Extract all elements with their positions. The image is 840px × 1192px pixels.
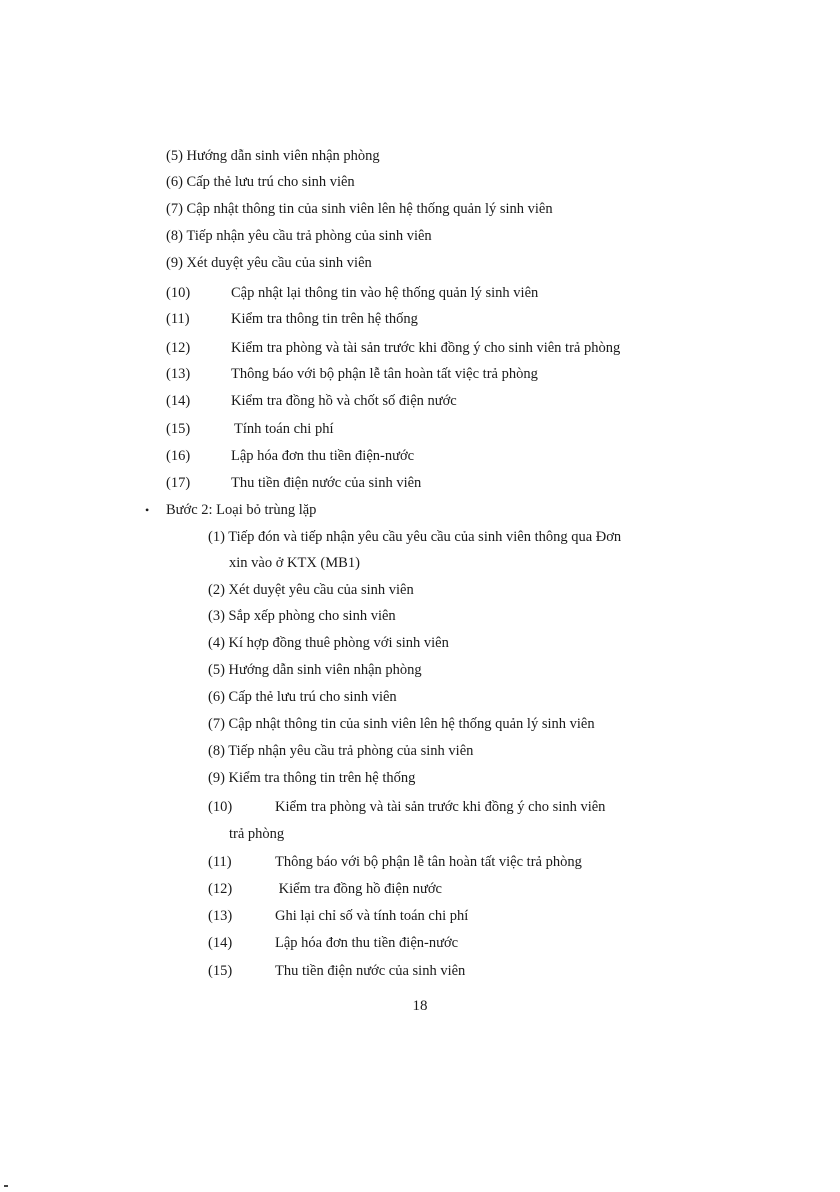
item-text: Tính toán chi phí (234, 421, 334, 437)
item-number: (15) (208, 963, 233, 979)
item-text: Kiểm tra thông tin trên hệ thống (231, 311, 418, 327)
item-text: Kiểm tra đồng hồ điện nước (275, 881, 442, 897)
item-text: Kiểm tra phòng và tài sản trước khi đồng ý cho sinh viên (275, 799, 606, 815)
bullet-icon: • (145, 503, 150, 517)
section1-item (166, 447, 414, 465)
item-number: (11) (166, 311, 190, 327)
section2-item: (1) Tiếp đón và tiếp nhận yêu cầu yêu cầu của sinh viên thông qua Đơn (208, 529, 622, 545)
section2-item: (4) Kí hợp đồng thuê phòng với sinh viên (208, 635, 449, 651)
item-text: Ghi lại chỉ số và tính toán chi phí (275, 908, 469, 924)
section2-item (208, 798, 605, 816)
section2-item-continuation: trả phòng (229, 826, 285, 842)
section1-item (166, 200, 553, 218)
section2-item (208, 853, 582, 871)
section2-item: (5) Hướng dẫn sinh viên nhận phòng (208, 662, 422, 678)
section1-item (166, 310, 418, 328)
section2-item (208, 880, 442, 898)
section1-item (166, 254, 372, 272)
item-text: Thu tiền điện nước của sinh viên (275, 963, 466, 979)
item-text: Hướng dẫn sinh viên nhận phòng (186, 148, 380, 164)
item-text: Thu tiền điện nước của sinh viên (231, 475, 422, 491)
item-number: (5) (166, 148, 183, 164)
item-text: Kiểm tra đồng hồ và chốt số điện nước (231, 393, 457, 409)
section2-item: (3) Sắp xếp phòng cho sinh viên (208, 608, 396, 624)
section1-item (166, 147, 380, 165)
item-text: Tiếp nhận yêu cầu trả phòng của sinh viên (186, 228, 432, 244)
item-number: (13) (208, 908, 233, 924)
item-number: (16) (166, 448, 191, 464)
item-number: (11) (208, 854, 232, 870)
section1-item (166, 392, 457, 410)
item-text: Cập nhật lại thông tin vào hệ thống quản lý sinh viên (231, 285, 539, 301)
item-number: (7) (166, 201, 183, 217)
step-heading: Bước 2: Loại bỏ trùng lặp (166, 502, 317, 518)
section2-item: (8) Tiếp nhận yêu cầu trả phòng của sinh viên (208, 743, 474, 759)
item-text: Thông báo với bộ phận lễ tân hoàn tất việc trả phòng (275, 854, 582, 870)
item-number: (9) (166, 255, 183, 271)
section2-item: (7) Cập nhật thông tin của sinh viên lên hệ thống quản lý sinh viên (208, 716, 595, 732)
section1-item (166, 284, 538, 302)
item-number: (10) (166, 285, 191, 301)
section2-item: (6) Cấp thẻ lưu trú cho sinh viên (208, 689, 397, 705)
item-number: (12) (208, 881, 233, 897)
item-number: (6) (166, 174, 183, 190)
section2-item (208, 962, 465, 980)
section1-item (166, 173, 355, 191)
section2-item-continuation: xin vào ở KTX (MB1) (229, 555, 360, 571)
item-text: Cấp thẻ lưu trú cho sinh viên (186, 174, 355, 190)
item-text: Lập hóa đơn thu tiền điện-nước (231, 448, 415, 464)
section1-item (166, 420, 333, 438)
section1-item (166, 227, 432, 245)
section2-item: (9) Kiểm tra thông tin trên hệ thống (208, 770, 416, 786)
section2-item: (2) Xét duyệt yêu cầu của sinh viên (208, 582, 414, 598)
section1-item (166, 365, 538, 383)
scan-mark (4, 1185, 8, 1187)
item-text: Thông báo với bộ phận lễ tân hoàn tất việc trả phòng (231, 366, 538, 382)
section2-item (208, 907, 468, 925)
item-number: (17) (166, 475, 191, 491)
section2-item (208, 934, 458, 952)
page-number: 18 (412, 998, 428, 1014)
item-number: (14) (166, 393, 191, 409)
item-number: (10) (208, 799, 233, 815)
item-number: (15) (166, 421, 191, 437)
item-text: Cập nhật thông tin của sinh viên lên hệ thống quản lý sinh viên (186, 201, 553, 217)
item-number: (8) (166, 228, 183, 244)
item-text: Kiểm tra phòng và tài sản trước khi đồng ý cho sinh viên trả phòng (231, 340, 621, 356)
item-number: (13) (166, 366, 191, 382)
section1-item (166, 474, 421, 492)
item-text: Xét duyệt yêu cầu của sinh viên (186, 255, 372, 271)
item-text: Lập hóa đơn thu tiền điện-nước (275, 935, 459, 951)
item-number: (14) (208, 935, 233, 951)
item-number: (12) (166, 340, 191, 356)
section1-item (166, 339, 620, 357)
